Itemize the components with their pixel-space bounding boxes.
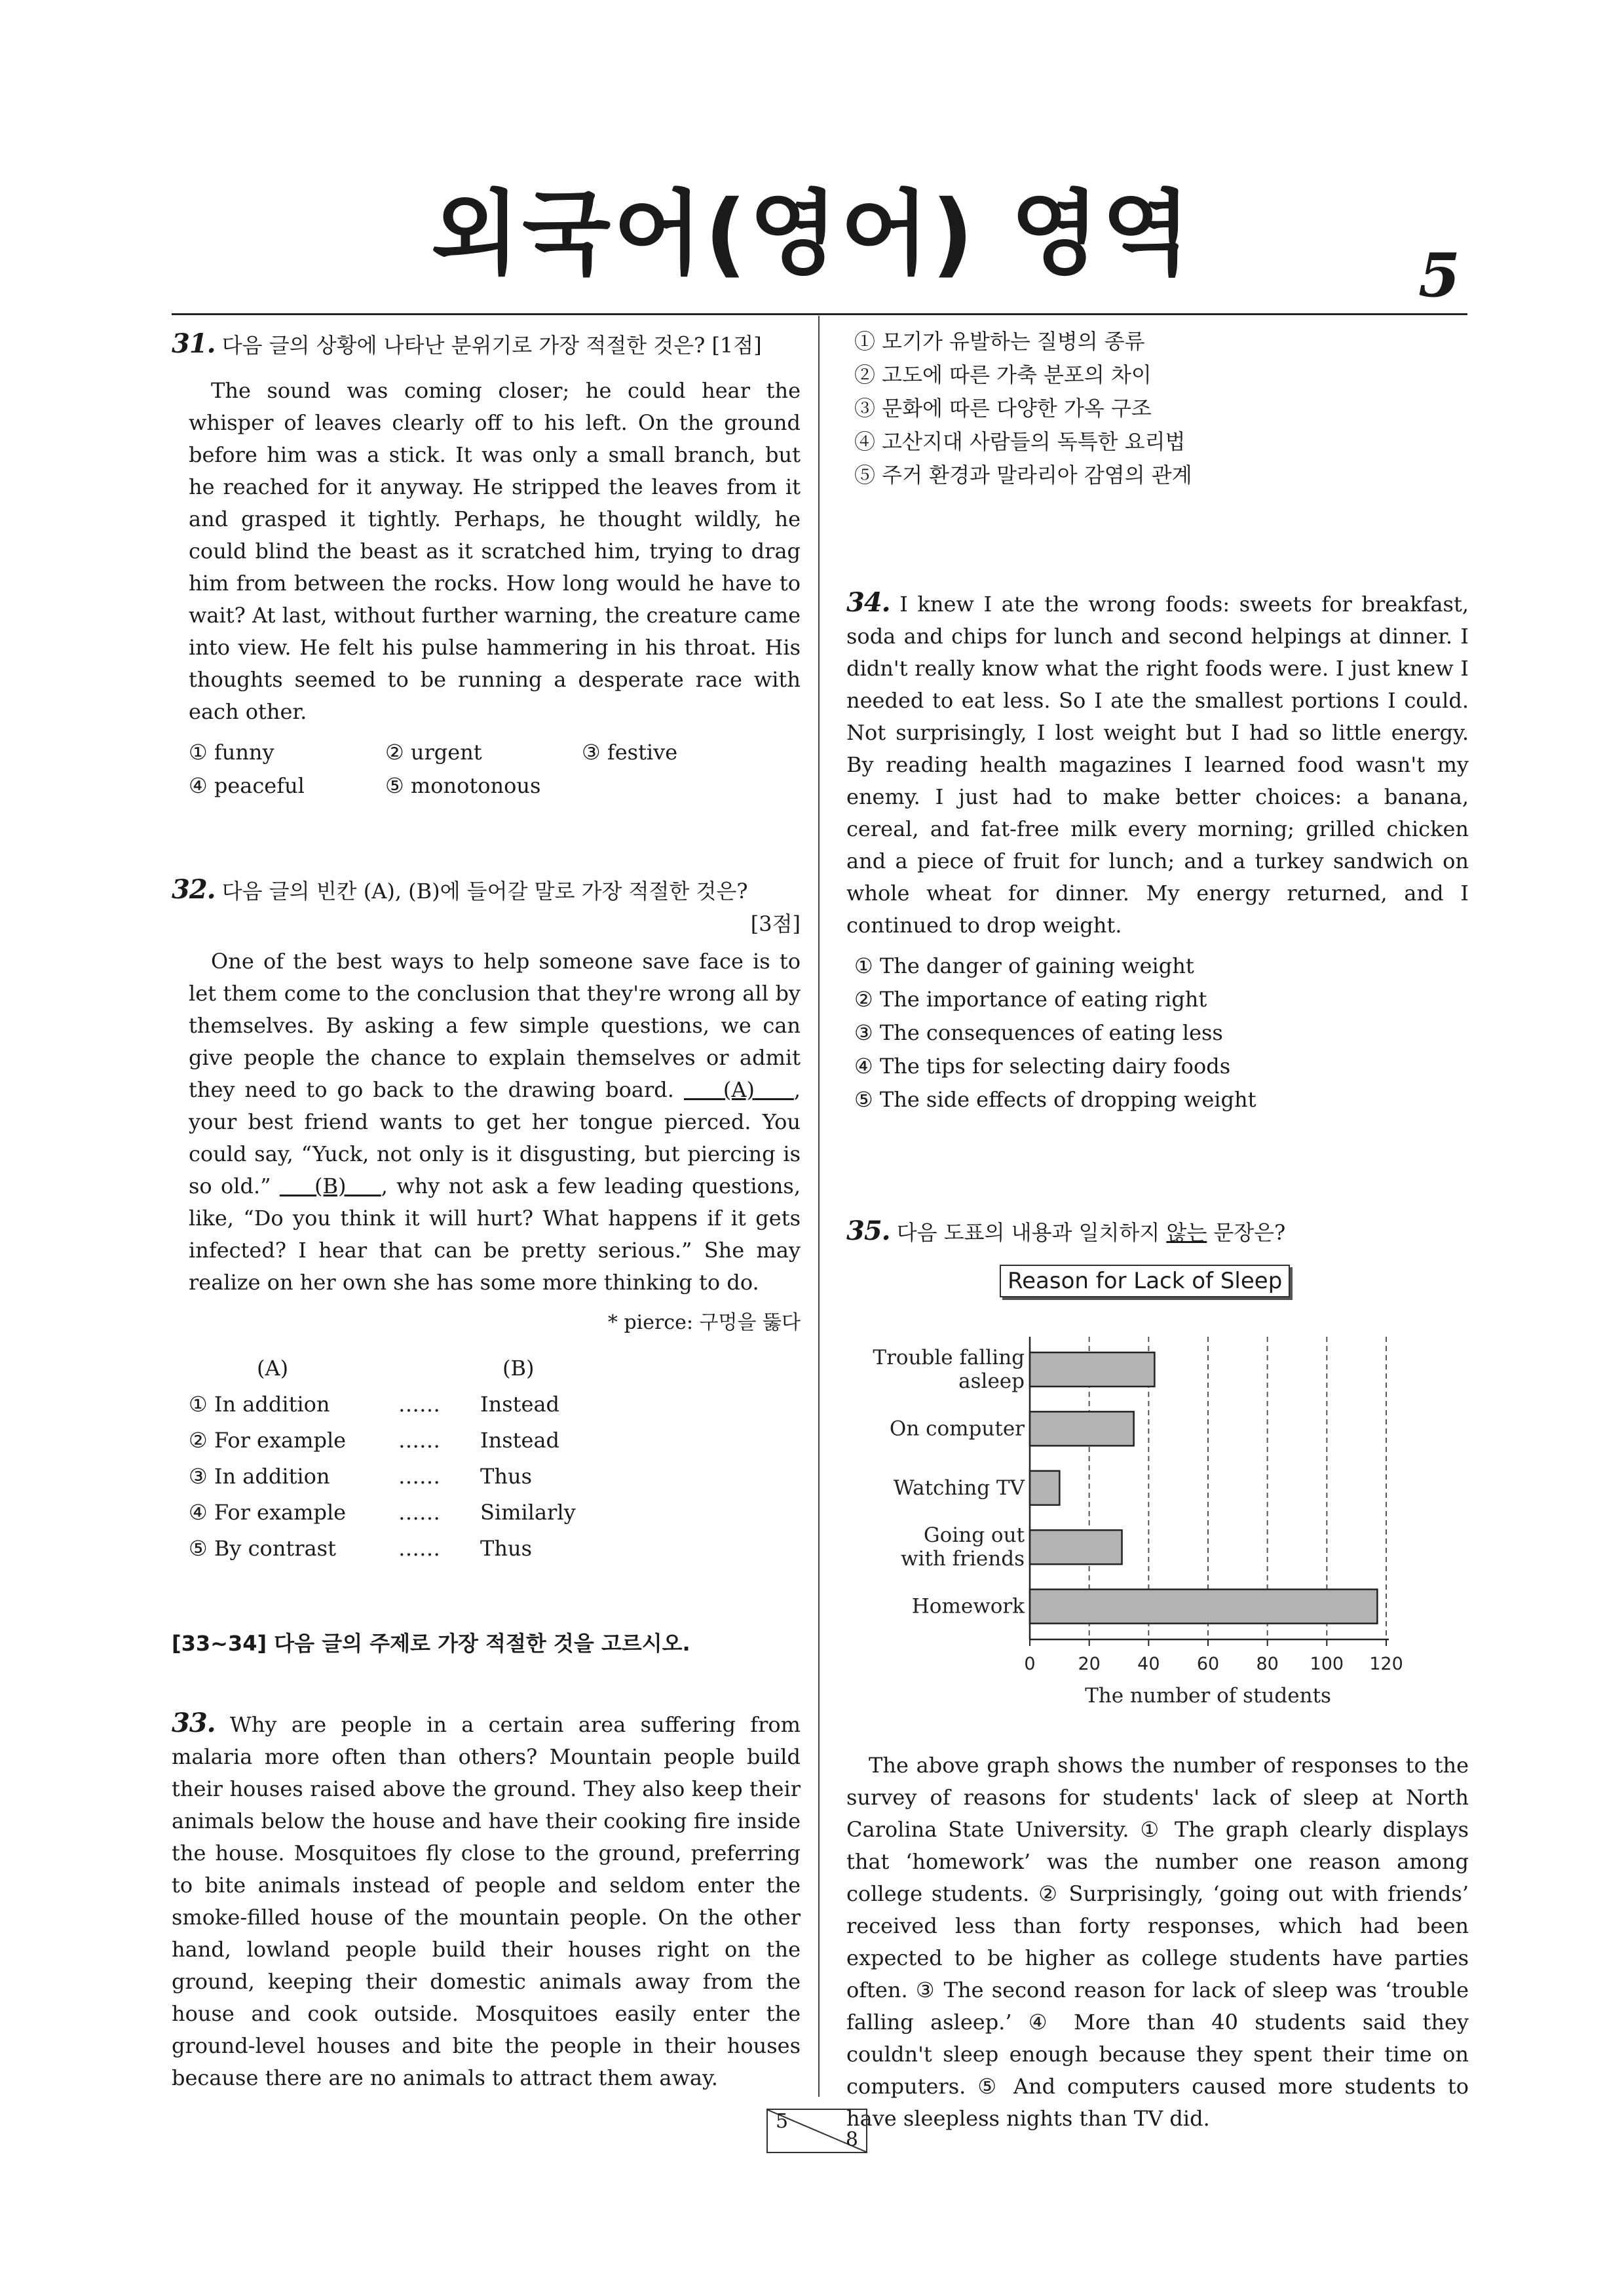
q34-number: 34. [846, 587, 890, 618]
q31-option-2[interactable]: ② urgent [385, 740, 482, 765]
q31-prompt: 다음 글의 상황에 나타난 분위기로 가장 적절한 것은? [1점] [221, 333, 762, 358]
category-label-1-0: On computer [889, 1417, 1025, 1441]
q32-passage-part1: One of the best ways to help someone save face is to let them come to the conclusion that they're wrong all by themselves. By asking a few simple questions, we can give people the chance to explain themselves or admit they need to go back to the drawing board. [189, 949, 801, 1102]
category-label-4-0: Homework [911, 1594, 1025, 1618]
q32-number: 32. [172, 874, 216, 905]
x-tick-label-80: 80 [1256, 1654, 1279, 1674]
right-column [846, 325, 1469, 1249]
page-number: 5 [1418, 240, 1461, 311]
bar-homework [1030, 1590, 1377, 1624]
q35-prompt-emph: 않는 [1166, 1220, 1207, 1245]
q32-points: [3점] [750, 911, 801, 936]
q31-header [172, 328, 801, 362]
q32-option-4-a[interactable]: ④ For example [189, 1500, 347, 1525]
q31-option-1[interactable]: ① funny [189, 740, 274, 765]
q32-header [172, 873, 801, 940]
q32-option-4-b: Similarly [480, 1500, 576, 1525]
q32-option-2-a[interactable]: ② For example [189, 1428, 347, 1453]
bar-trouble-falling-asleep [1030, 1352, 1154, 1387]
q35-prompt-pre: 다음 도표의 내용과 일치하지 [896, 1220, 1167, 1245]
q32-option-4-dots: …… [398, 1500, 440, 1525]
page-counter-current: 5 [776, 2110, 789, 2133]
q32-option-3-dots: …… [398, 1464, 440, 1489]
x-tick-label-40: 40 [1137, 1654, 1160, 1674]
bar-watching-tv [1030, 1471, 1059, 1505]
page-counter-total: 8 [845, 2128, 858, 2151]
q32-option-1-a[interactable]: ① In addition [189, 1392, 330, 1417]
q32-passage-part3: , why not ask a few leading questions, like, “Do you think it will hurt? What happens if it gets infected? I hear that can be pretty serious.” She may realize on her own she has some more thinking to do. [189, 1174, 801, 1295]
q31-option-4[interactable]: ④ peaceful [189, 773, 305, 798]
q34-option-4[interactable]: ④ The tips for selecting dairy foods [854, 1054, 1231, 1079]
q32-blank-a: (A) [723, 1077, 755, 1102]
q35-header [846, 1215, 1469, 1249]
q32-option-2-b: Instead [480, 1428, 560, 1453]
x-axis-label: The number of students [1085, 1684, 1331, 1708]
q35-number: 35. [846, 1215, 890, 1246]
q31-option-5[interactable]: ⑤ monotonous [385, 773, 541, 798]
category-label-0-0: Trouble falling [873, 1346, 1025, 1369]
q32-option-5-a[interactable]: ⑤ By contrast [189, 1536, 336, 1561]
q34-block [846, 586, 1469, 942]
q35-prompt-post: 문장은? [1207, 1220, 1286, 1245]
category-label-2-0: Watching TV [893, 1476, 1025, 1500]
x-tick-label-100: 100 [1310, 1654, 1344, 1674]
q32-header-a: (A) [257, 1356, 289, 1381]
q33-option-3[interactable]: ③ 문화에 따른 다양한 가옥 구조 [854, 396, 1152, 421]
column-divider [818, 316, 820, 2097]
q32-passage-part2: , your best friend wants to get her tongue pierced. You could say, “Yuck, not only is it disgusting, but piercing is so old.” [189, 1077, 801, 1198]
left-column [172, 328, 801, 2094]
q32-footnote: * pierce: 구멍을 뚫다 [607, 1311, 801, 1334]
bar-going-out-with-friends [1030, 1530, 1122, 1564]
reason-for-lack-of-sleep-chart [845, 1324, 1474, 1730]
q34-option-1[interactable]: ① The danger of gaining weight [854, 953, 1194, 978]
q31-number: 31. [172, 328, 216, 359]
chart-title: Reason for Lack of Sleep [1000, 1265, 1290, 1297]
q33-option-2[interactable]: ② 고도에 따른 가축 분포의 차이 [854, 362, 1152, 387]
q32-header-b: (B) [502, 1356, 535, 1381]
category-label-3-0: Going out [923, 1523, 1025, 1548]
q32-option-5-b: Thus [480, 1536, 532, 1561]
x-tick-label-20: 20 [1078, 1654, 1101, 1674]
q34-options [854, 949, 1469, 1117]
bar-on-computer [1030, 1411, 1134, 1445]
page-title: 외국어(영어) 영역 [430, 181, 1194, 288]
q32-option-5-dots: …… [398, 1536, 440, 1561]
q32-option-3-a[interactable]: ③ In addition [189, 1464, 330, 1489]
q32-blank-b: (B) [314, 1174, 347, 1198]
q34-option-5[interactable]: ⑤ The side effects of dropping weight [854, 1087, 1256, 1112]
q32-option-1-dots: …… [398, 1392, 440, 1417]
group-33-34-heading: [33~34] 다음 글의 주제로 가장 적절한 것을 고르시오. [172, 1631, 690, 1656]
q32-passage [189, 946, 801, 1299]
q33-option-5[interactable]: ⑤ 주거 환경과 말라리아 감염의 관계 [854, 463, 1192, 488]
q35-passage: The above graph shows the number of responses to the survey of reasons for students' lack of sleep at North Carolina State University. ① The graph clearly displays that ‘homework’ was the number one reason among college students. ② Surprisingly, ‘going out with friends’ received less than forty responses, which had been expected to be higher as college students have parties often. ③ The second reason for lack of sleep was ‘trouble falling asleep.’ ④ More than 40 students said they couldn't sleep enough because they spent their time on computers. ⑤ And computers caused more students to have sleepless nights than TV did. [846, 1753, 1469, 2131]
category-label-3-1: with friends [901, 1547, 1025, 1571]
q34-option-3[interactable]: ③ The consequences of eating less [854, 1020, 1223, 1045]
x-tick-label-60: 60 [1196, 1654, 1220, 1674]
q32-option-1-b: Instead [480, 1392, 560, 1417]
header-rule [172, 313, 1467, 315]
q33-option-1[interactable]: ① 모기가 유발하는 질병의 종류 [854, 329, 1145, 354]
category-label-0-1: asleep [958, 1369, 1025, 1393]
q32-options [189, 1350, 801, 1567]
q33-options [854, 325, 1469, 492]
q33-block [172, 1707, 801, 2094]
q33-number: 33. [172, 1708, 216, 1738]
q33-option-4[interactable]: ④ 고산지대 사람들의 독특한 요리법 [854, 429, 1186, 454]
q31-passage: The sound was coming closer; he could hear the whisper of leaves clearly off to his left. On the ground before him was a stick. It was only a small branch, but he reached for it anyway. He stripped the leaves from it and grasped it tightly. Perhaps, he thought wildly, he could blind the beast as it scratched him, trying to drag him from between the rocks. How long would he have to wait? At last, without further warning, the creature came into view. He felt his pulse hammering in his throat. His thoughts seemed to be running a desperate race with each other. [189, 378, 801, 724]
q34-option-2[interactable]: ② The importance of eating right [854, 987, 1207, 1012]
q34-passage: I knew I ate the wrong foods: sweets for breakfast, soda and chips for lunch and second helpings at dinner. I didn't really know what the right foods were. I just knew I needed to eat less. So I ate the smallest portions I could. Not surprisingly, I lost weight but I had so little energy. By reading health magazines I learned food wasn't my enemy. I just had to make better choices: a banana, cereal, and fat-free milk every morning; grilled chicken and a piece of fruit for lunch; and a turkey sandwich on whole wheat for dinner. My energy returned, and I continued to drop weight. [846, 592, 1469, 938]
q32-option-2-dots: …… [398, 1428, 440, 1453]
x-tick-label-120: 120 [1369, 1654, 1403, 1674]
q32-prompt: 다음 글의 빈칸 (A), (B)에 들어갈 말로 가장 적절한 것은? [221, 879, 748, 904]
q31-option-3[interactable]: ③ festive [582, 740, 678, 765]
q33-passage: Why are people in a certain area suffering from malaria more often than others? Mountain people build their houses raised above the ground. They also keep their animals below the house and have their cooking fire inside the house. Mosquitoes fly close to the ground, preferring to bite animals instead of people and seldom enter the smoke-filled house of the mountain people. On the other hand, lowland people build their houses right on the ground, keeping their domestic animals away from the house and cook outside. Mosquitoes easily enter the ground-level houses and bite the people in their houses because there are no animals to attract them away. [172, 1712, 801, 2090]
x-tick-label-0: 0 [1024, 1654, 1036, 1674]
page-counter [766, 2109, 867, 2153]
q31-options [189, 736, 801, 803]
q32-option-3-b: Thus [480, 1464, 532, 1489]
